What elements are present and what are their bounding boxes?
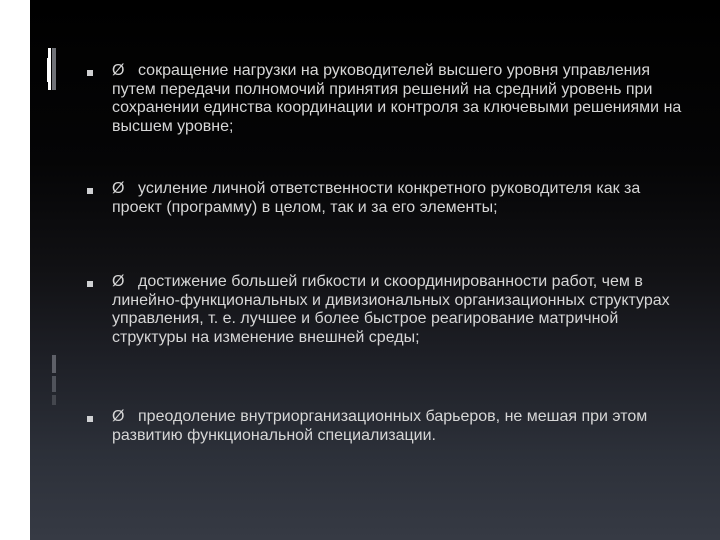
bullet-content: преодоление внутриорганизационных барьеров, не мешая при этом развитию функциональной специализации. xyxy=(112,408,648,444)
bullet-text xyxy=(112,180,682,217)
bullet-content: достижение большей гибкости и скоординированности работ, чем в линейно-функциональных и дивизиональных организационных структурах управления, т. е. лучшее и более быстрое реагирование матричной структуры на изменение внешней среды; xyxy=(112,273,670,346)
bullet-text xyxy=(112,62,682,136)
arrow-mark: Ø xyxy=(112,180,125,197)
bullet-text xyxy=(112,273,682,347)
bullet-square-icon xyxy=(87,416,93,422)
arrow-mark: Ø xyxy=(112,62,125,79)
bullet-content: сокращение нагрузки на руководителей высшего уровня управления путем передачи полномочий принятия решений на средний уровень при сохранении единства координации и контроля за ключевыми решениями на высшем уровне; xyxy=(112,62,682,135)
bullet-square-icon xyxy=(87,70,93,76)
bullet-square-icon xyxy=(87,281,93,287)
arrow-mark: Ø xyxy=(112,273,125,290)
bullet-content: усиление личной ответственности конкретного руководителя как за проект (программу) в целом, так и за его элементы; xyxy=(112,180,641,216)
bullet-square-icon xyxy=(87,188,93,194)
bullet-text xyxy=(112,408,682,445)
arrow-mark: Ø xyxy=(112,408,125,425)
